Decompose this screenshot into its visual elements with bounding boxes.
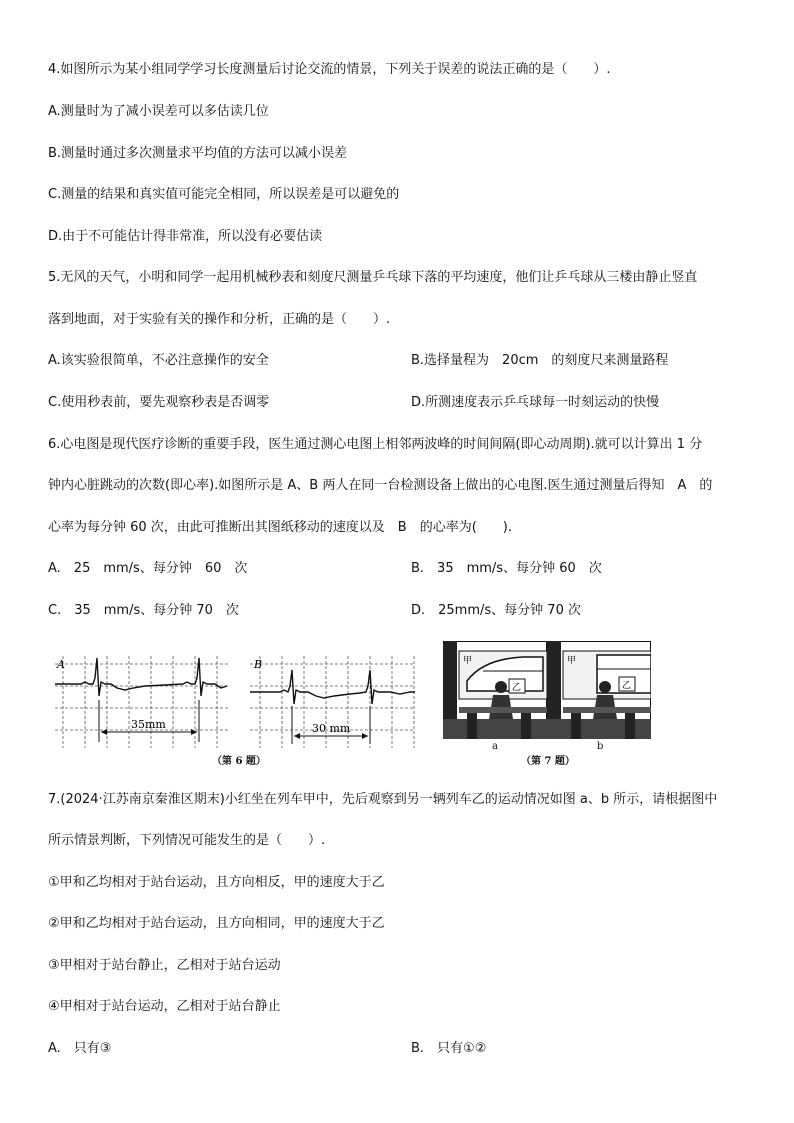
figure-6-caption: （第 6 题） <box>212 756 266 767</box>
q4-option-c: C.测量的结果和真实值可能完全相同，所以误差是可以避免的 <box>48 187 400 202</box>
q6-stem-line1: 6.心电图是现代医疗诊断的重要手段，医生通过测心电图上相邻两波峰的时间间隔(即心动周期).就可以计算出 1 分 <box>48 437 703 452</box>
train-jia-label-b: 甲 <box>567 656 577 666</box>
ecg-a-label: A <box>57 658 65 671</box>
train-figure-a <box>443 641 547 739</box>
q7-stem-line2: 所示情景判断，下列情况可能发生的是（ ）. <box>48 833 326 848</box>
panel-b-label: b <box>597 741 604 752</box>
ecg-b-measure: 30 mm <box>312 722 351 735</box>
q6-stem-line2: 钟内心脏跳动的次数(即心率).如图所示是 A、B 两人在同一台检测设备上做出的心电图.医生通过测量后得知 A 的 <box>48 478 713 493</box>
q7-statement-3: ③甲相对于站台静止，乙相对于站台运动 <box>48 958 281 973</box>
q5-option-d: D.所测速度表示乒乓球每一时刻运动的快慢 <box>411 395 660 410</box>
q6-stem-line3: 心率为每分钟 60 次，由此可推断出其图纸移动的速度以及 B 的心率为( ). <box>48 520 513 535</box>
q6-option-c: C. 35 mm/s、每分钟 70 次 <box>48 603 239 618</box>
q4-option-d: D.由于不可能估计得非常准，所以没有必要估读 <box>48 229 323 244</box>
q7-stem-line1: 7.(2024·江苏南京秦淮区期末)小红坐在列车甲中，先后观察到另一辆列车乙的运动情况如图 a、b 所示，请根据图中 <box>48 792 718 807</box>
q5-option-c: C.使用秒表前，要先观察秒表是否调零 <box>48 395 270 410</box>
q5-option-a: A.该实验很简单，不必注意操作的安全 <box>48 353 269 368</box>
train-figure-b <box>547 641 651 739</box>
q6-option-d: D. 25mm/s、每分钟 70 次 <box>411 603 581 618</box>
train-yi-label-a: 乙 <box>512 683 522 693</box>
train-jia-label-a: 甲 <box>463 656 473 666</box>
q6-option-a: A. 25 mm/s、每分钟 60 次 <box>48 561 248 576</box>
q7-statement-2: ②甲和乙均相对于站台运动，且方向相同，甲的速度大于乙 <box>48 916 385 931</box>
q7-statement-4: ④甲相对于站台运动，乙相对于站台静止 <box>48 999 281 1014</box>
ecg-figure-a <box>55 656 230 748</box>
q5-stem-line1: 5.无风的天气，小明和同学一起用机械秒表和刻度尺测量乒乓球下落的平均速度，他们让乒乓球从三楼由静止竖直 <box>48 270 698 285</box>
ecg-figure-b <box>250 656 415 748</box>
ecg-a-measure: 35mm <box>131 718 166 731</box>
q7-statement-1: ①甲和乙均相对于站台运动，且方向相反，甲的速度大于乙 <box>48 875 385 890</box>
q5-option-b: B.选择量程为 20cm 的刻度尺来测量路程 <box>411 353 669 368</box>
q6-option-b: B. 35 mm/s、每分钟 60 次 <box>411 561 602 576</box>
q7-option-a: A. 只有③ <box>48 1041 112 1056</box>
q4-option-a: A.测量时为了减小误差可以多估读几位 <box>48 104 269 119</box>
q4-stem: 4.如图所示为某小组同学学习长度测量后讨论交流的情景，下列关于误差的说法正确的是（ ）. <box>48 62 611 77</box>
figure-7-caption: （第 7 题） <box>521 756 575 767</box>
q5-stem-line2: 落到地面，对于实验有关的操作和分析，正确的是（ ）. <box>48 312 391 327</box>
q7-option-b: B. 只有①② <box>411 1041 487 1056</box>
ecg-b-label: B <box>254 658 263 671</box>
train-yi-label-b: 乙 <box>622 681 632 691</box>
q4-option-b: B.测量时通过多次测量求平均值的方法可以减小误差 <box>48 146 348 161</box>
panel-a-label: a <box>492 741 498 752</box>
